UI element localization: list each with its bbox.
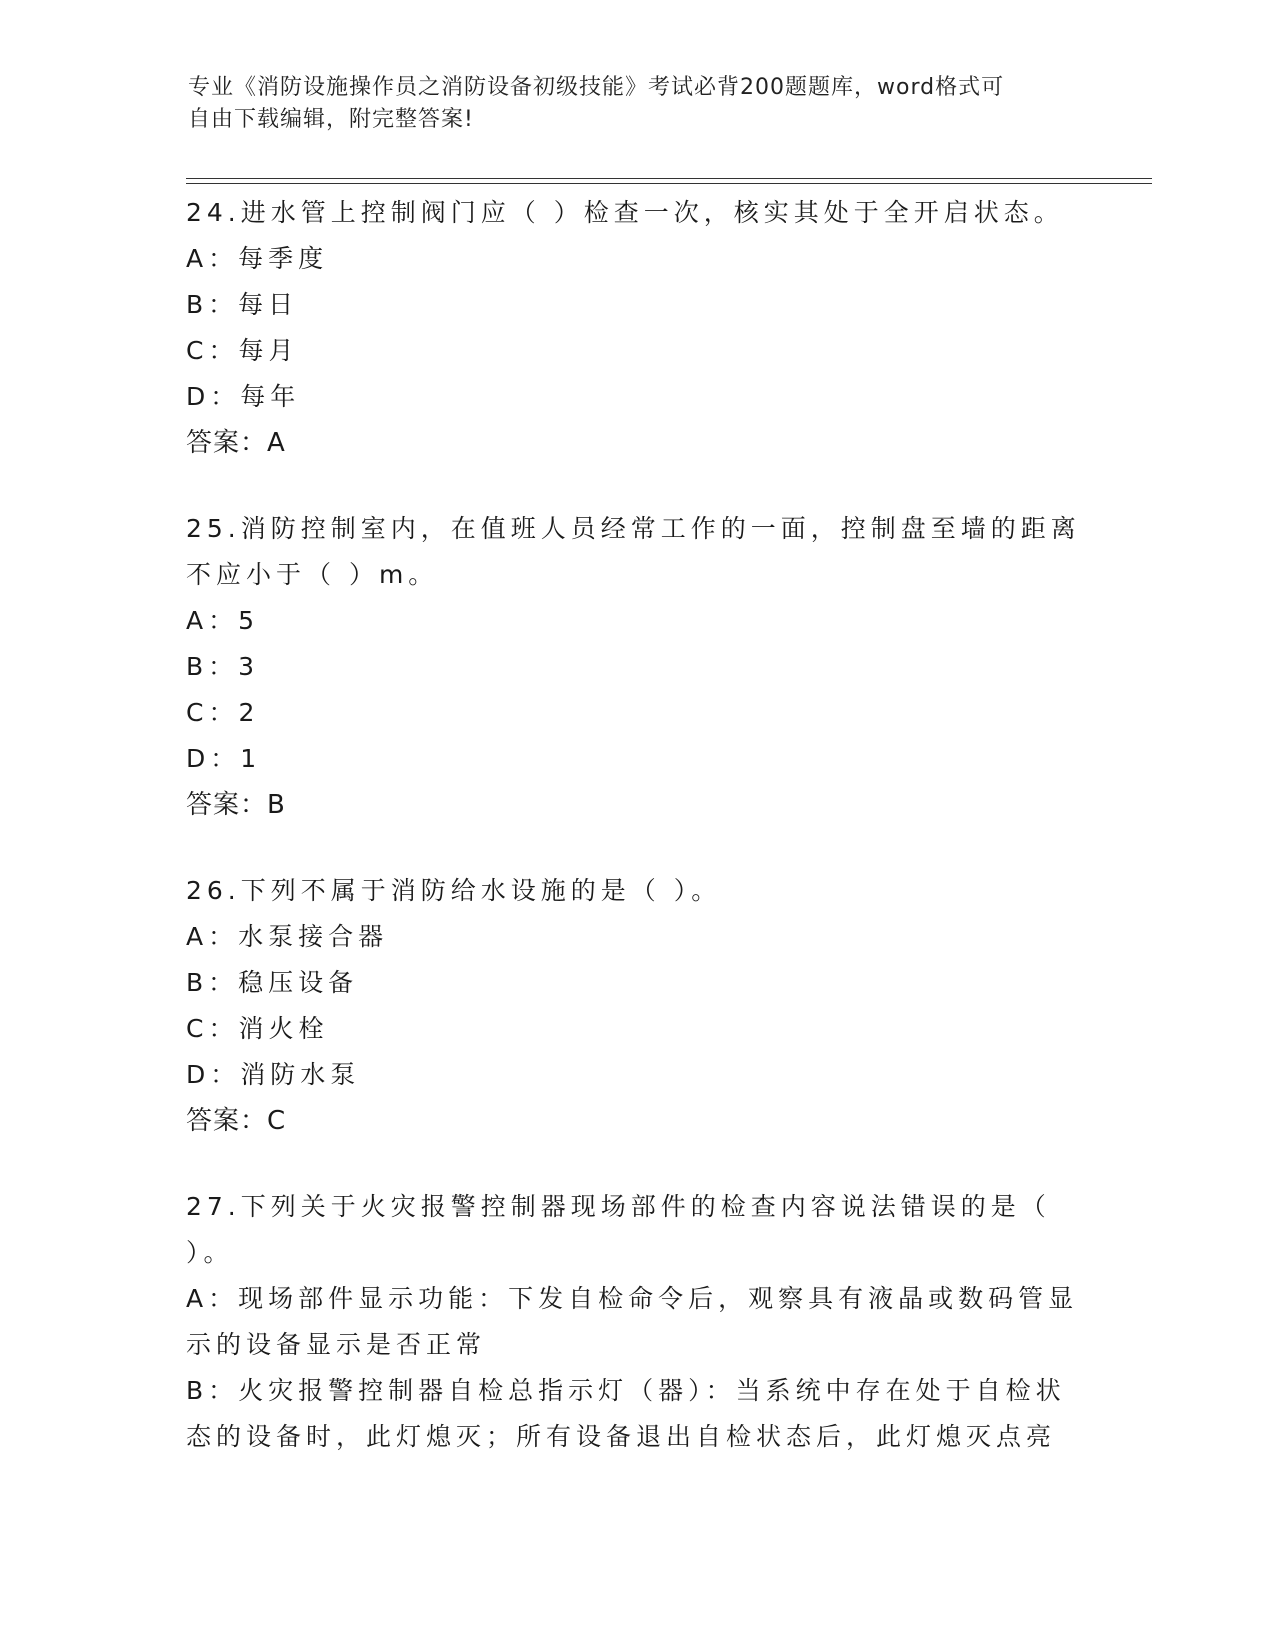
option-a: A：每季度 bbox=[186, 244, 329, 273]
header-divider-top bbox=[186, 178, 1152, 179]
document-header bbox=[188, 72, 1068, 136]
option-c: C：每月 bbox=[186, 336, 299, 365]
option-b: B：稳压设备 bbox=[186, 968, 359, 997]
option-b: B：3 bbox=[186, 652, 260, 681]
question-24 bbox=[186, 190, 1086, 466]
header-line-1: 专业《消防设施操作员之消防设备初级技能》考试必背200题题库，word格式可 bbox=[188, 75, 1005, 100]
question-25 bbox=[186, 506, 1086, 828]
option-a: A：5 bbox=[186, 606, 260, 635]
option-c: C：消火栓 bbox=[186, 1014, 329, 1043]
option-c: C：2 bbox=[186, 698, 260, 727]
option-a: A：现场部件显示功能：下发自检命令后，观察具有液晶或数码管显示的设备显示是否正常 bbox=[186, 1284, 1079, 1359]
option-b: B：每日 bbox=[186, 290, 299, 319]
option-d: D：消防水泵 bbox=[186, 1060, 361, 1089]
question-stem: 27.下列关于火灾报警控制器现场部件的检查内容说法错误的是（ ）。 bbox=[186, 1192, 1051, 1267]
option-a: A：水泵接合器 bbox=[186, 922, 389, 951]
header-divider-bottom bbox=[186, 183, 1152, 184]
option-b: B：火灾报警控制器自检总指示灯（器）：当系统中存在处于自检状态的设备时，此灯熄灭；所有设备退出自检状态后，此灯熄灭点亮 bbox=[186, 1376, 1066, 1451]
question-stem: 25.消防控制室内，在值班人员经常工作的一面，控制盘至墙的距离不应小于（ ）m。 bbox=[186, 514, 1081, 589]
answer: 答案：B bbox=[186, 790, 286, 820]
question-stem: 24.进水管上控制阀门应（ ）检查一次，核实其处于全开启状态。 bbox=[186, 198, 1064, 227]
option-d: D：1 bbox=[186, 744, 262, 773]
question-27 bbox=[186, 1184, 1086, 1460]
question-stem: 26.下列不属于消防给水设施的是（ ）。 bbox=[186, 876, 722, 905]
question-26 bbox=[186, 868, 1086, 1144]
answer: 答案：C bbox=[186, 1106, 287, 1136]
question-list bbox=[186, 190, 1086, 1500]
option-d: D：每年 bbox=[186, 382, 301, 411]
header-line-2: 自由下载编辑，附完整答案! bbox=[188, 107, 474, 132]
answer: 答案：A bbox=[186, 428, 286, 458]
